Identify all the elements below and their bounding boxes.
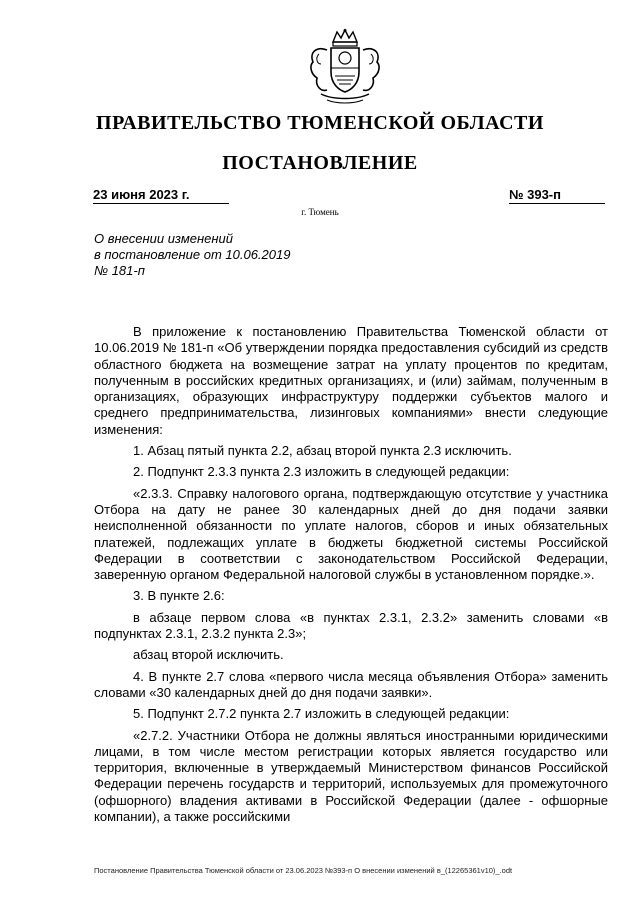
body-paragraph-item-3: 3. В пункте 2.6: [133, 588, 225, 604]
document-type-heading: ПОСТАНОВЛЕНИЕ [222, 152, 418, 174]
body-paragraph-item-4: 4. В пункте 2.7 слова «первого числа месяца объявления Отбора» заменить словами «30 календарных дней до дня подачи заявки». [94, 668, 608, 700]
body-paragraph-item-3-second: абзац второй исключить. [133, 647, 284, 663]
document-number: № 393-п [509, 187, 605, 204]
subject-line-2: в постановление от 10.06.2019 [94, 247, 291, 262]
subject-line-1: О внесении изменений [94, 231, 233, 246]
body-paragraph-item-3-first: в абзаце первом слова «в пунктах 2.3.1, 2.3.2» заменить словами «в подпунктах 2.3.1, 2.3.2 пункта 2.3»; [94, 609, 608, 642]
page-footer: Постановление Правительства Тюменской области от 23.06.2023 №393-п О внесении изменений в_(12265361v10)_.odt [94, 866, 513, 875]
subject-line-3: № 181-п [94, 263, 145, 278]
body-paragraph-item-1: 1. Абзац пятый пункта 2.2, абзац второй пункта 2.3 исключить. [133, 443, 512, 459]
body-paragraph-quote-2-3-3: «2.3.3. Справку налогового органа, подтверждающую отсутствие у участника Отбора на дату не ранее 30 календарных дней до дня подачи заявки неисполненной обязанности по уплате налогов, сборов и иных обязательных платежей, подлежащих уплате в бюджеты бюджетной системы Российской Федерации в соответствии с законодательством Российской Федерации, заверенную органом Федеральной налоговой службы в установленном порядке.». [94, 485, 608, 583]
document-body [94, 324, 608, 830]
body-paragraph-item-5: 5. Подпункт 2.7.2 пункта 2.7 изложить в следующей редакции: [133, 706, 510, 722]
document-date: 23 июня 2023 г. [93, 187, 229, 204]
organization-title: ПРАВИТЕЛЬСТВО ТЮМЕНСКОЙ ОБЛАСТИ [96, 112, 544, 134]
body-paragraph-quote-2-7-2: «2.7.2. Участники Отбора не должны являться иностранными юридическими лицами, в том числе местом регистрации которых является государство или территория, включенные в утверждаемый Министерством финансов Российской Федерации перечень государств и территорий, используемых для промежуточного (офшорного) владения активами в Российской Федерации (далее - офшорные компании), а также российскими [94, 727, 608, 825]
issuing-city: г. Тюмень [301, 207, 339, 217]
document-subject [94, 231, 394, 279]
coat-of-arms-icon [287, 28, 403, 108]
body-paragraph-intro: В приложение к постановлению Правительства Тюменской области от 10.06.2019 № 181-п «Об утверждении порядка предоставления субсидий из средств областного бюджета на возмещение затрат на уплату процентов по кредитам, полученным в российских кредитных организациях, и (или) займам, полученным в организациях, образующих инфраструктуру поддержки субъектов малого и среднего предпринимательства, лизинговых компаниями» внести следующие изменения: [94, 324, 608, 437]
coat-of-arms-emblem [287, 28, 403, 108]
body-paragraph-item-2: 2. Подпункт 2.3.3 пункта 2.3 изложить в следующей редакции: [133, 464, 510, 480]
